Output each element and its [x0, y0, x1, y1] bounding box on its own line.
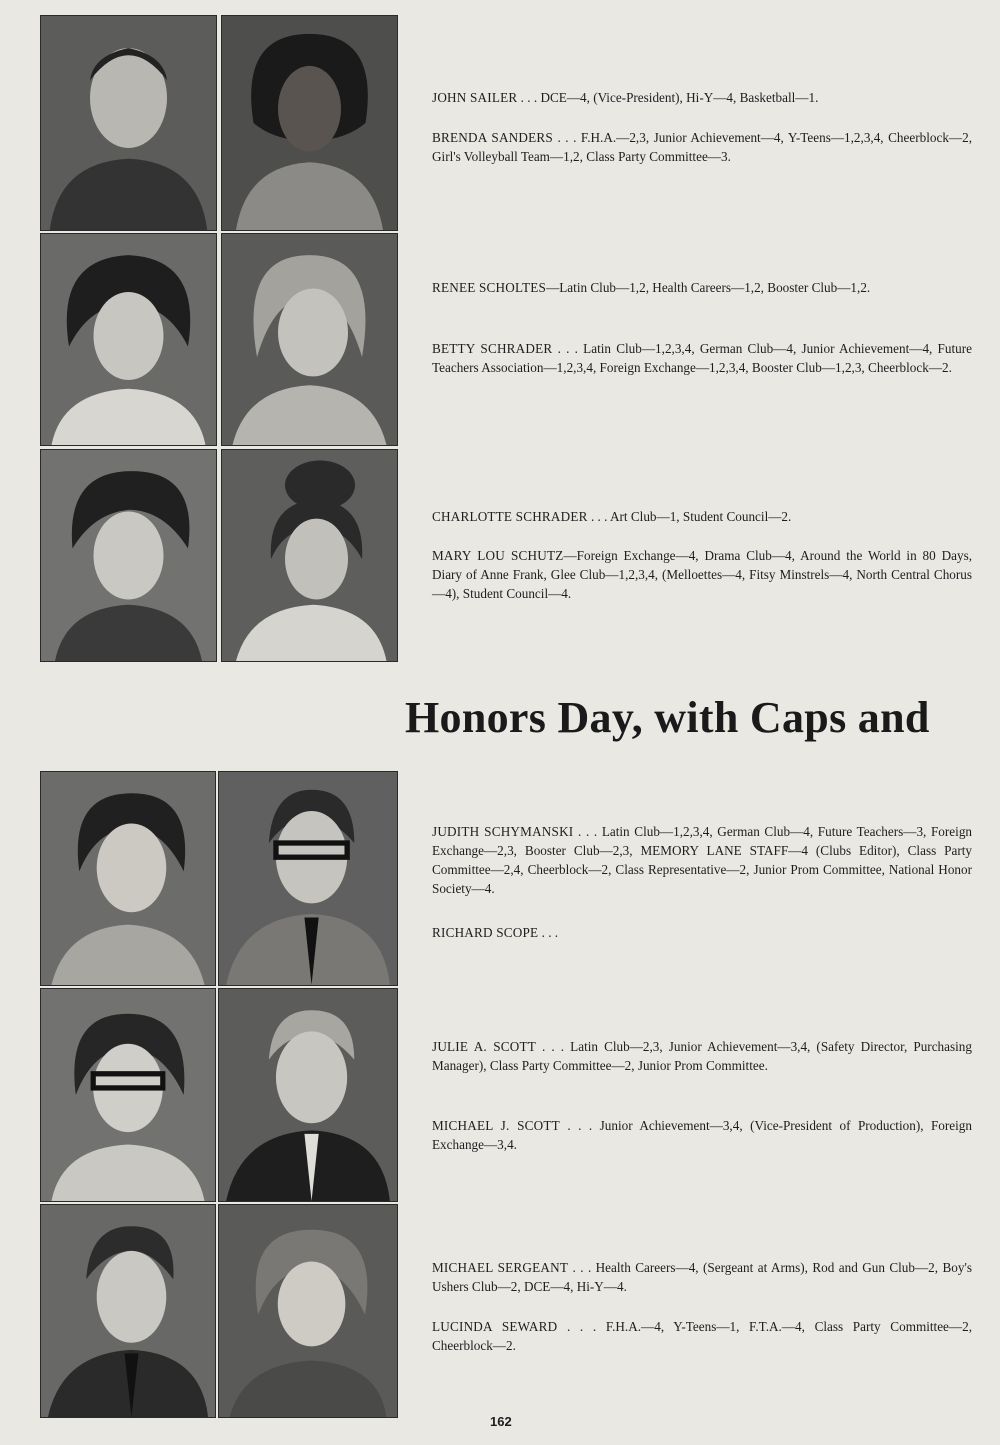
student-name: JULIE A. SCOTT	[432, 1039, 536, 1054]
page-number: 162	[490, 1414, 512, 1429]
student-name: MICHAEL J. SCOTT	[432, 1118, 560, 1133]
portrait-photo	[40, 988, 216, 1202]
student-name: BETTY SCHRADER	[432, 341, 553, 356]
student-activities: —Latin Club—1,2, Health Careers—1,2, Booster Club—1,2.	[546, 280, 871, 295]
student-activities: . . . Latin Club—2,3, Junior Achievement—3,4, (Safety Director, Purchasing Manager), Class Party Committee—2, Junior Prom Committee.	[432, 1039, 972, 1073]
bio-entry	[432, 88, 972, 107]
bio-entry	[432, 1037, 972, 1075]
portrait-photo	[218, 988, 398, 1202]
bio-entry	[432, 278, 972, 297]
student-activities: . . . Health Careers—4, (Sergeant at Arms), Rod and Gun Club—2, Boy's Ushers Club—2, DCE—4, Hi-Y—4.	[432, 1260, 972, 1294]
student-name: JOHN SAILER	[432, 90, 518, 105]
student-activities: . . . F.H.A.—4, Y-Teens—1, F.T.A.—4, Class Party Committee—2, Cheerblock—2.	[432, 1319, 972, 1353]
portrait-photo	[218, 1204, 398, 1418]
bio-entry	[432, 546, 972, 603]
portrait-photo	[40, 449, 217, 662]
portrait-photo	[40, 771, 216, 986]
bio-entry	[432, 822, 972, 898]
student-name: RICHARD SCOPE	[432, 925, 539, 940]
portrait-photo	[40, 15, 217, 231]
student-activities: . . . Latin Club—1,2,3,4, German Club—4, Future Teachers—3, Foreign Exchange—2,3, Booster Club—2,3, MEMORY LANE STAFF—4 (Clubs Editor), Class Party Committee—2,4, Cheerblock—2, Class Representative—2, Junior Prom Committee, National Honor Society—4.	[432, 824, 973, 896]
student-activities: . . . DCE—4, (Vice-President), Hi-Y—4, Basketball—1.	[517, 90, 819, 105]
bio-entry	[432, 128, 972, 166]
portrait-photo	[40, 233, 217, 446]
student-activities: . . .	[538, 925, 559, 940]
student-name: RENEE SCHOLTES	[432, 280, 547, 295]
student-activities: . . . Art Club—1, Student Council—2.	[587, 509, 792, 524]
bio-entry	[432, 507, 972, 526]
student-name: JUDITH SCHYMANSKI	[432, 824, 574, 839]
student-activities: . . . Junior Achievement—3,4, (Vice-President of Production), Foreign Exchange—3,4.	[432, 1118, 972, 1152]
portrait-photo	[221, 15, 398, 231]
student-activities: . . . F.H.A.—2,3, Junior Achievement—4, Y-Teens—1,2,3,4, Cheerblock—2, Girl's Volleyball Team—1,2, Class Party Committee—3.	[432, 130, 972, 164]
student-name: LUCINDA SEWARD	[432, 1319, 558, 1334]
student-activities: . . . Latin Club—1,2,3,4, German Club—4, Junior Achievement—4, Future Teachers Association—1,2,3,4, Foreign Exchange—1,2,3,4, Booster Club—1,2,3, Cheerblock—2.	[432, 341, 972, 375]
student-name: MICHAEL SERGEANT	[432, 1260, 569, 1275]
bio-entry	[432, 1116, 972, 1154]
student-activities: —Foreign Exchange—4, Drama Club—4, Around the World in 80 Days, Diary of Anne Frank, Glee Club—1,2,3,4, (Melloettes—4, Fitsy Minstrels—4, North Central Chorus—4), Student Council—4.	[432, 548, 972, 601]
student-name: CHARLOTTE SCHRADER	[432, 509, 588, 524]
portrait-photo	[218, 771, 398, 986]
student-name: BRENDA SANDERS	[432, 130, 553, 145]
bio-entry	[432, 1258, 972, 1296]
bio-entry	[432, 923, 972, 942]
portrait-photo	[221, 449, 398, 662]
bio-entry	[432, 1317, 972, 1355]
bio-entry	[432, 339, 972, 377]
portrait-photo	[40, 1204, 216, 1418]
page-headline: Honors Day, with Caps and	[405, 693, 930, 742]
portrait-photo	[221, 233, 398, 446]
student-name: MARY LOU SCHUTZ	[432, 548, 564, 563]
